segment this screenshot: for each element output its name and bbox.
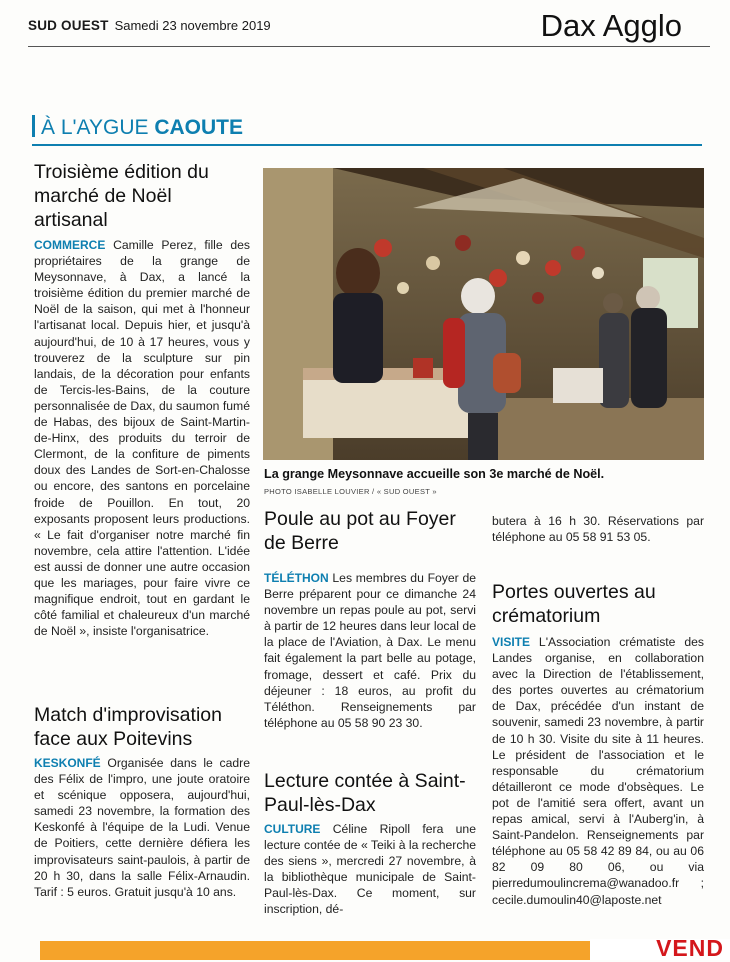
article-title: Lecture contée à Saint-Paul-lès-Dax	[264, 770, 466, 816]
ad-right-panel	[590, 935, 730, 961]
section-header	[32, 115, 243, 140]
photo-credit: PHOTO ISABELLE LOUVIER / « SUD OUEST »	[264, 487, 437, 496]
photo-caption: La grange Meysonnave accueille son 3e marché de Noël.	[264, 467, 605, 481]
article-match-impro	[34, 703, 250, 900]
article-text: Les membres du Foyer de Berre préparent pour ce dimanche 24 novembre un repas poule au pot, servi à partir de 12 heures dans leur local de la place de l'Aviation, à Dax. Le menu fait également la part belle au potage, fromage, dessert et café. Prix du déjeuner : 18 euros, au profit du Téléthon. Renseignements par téléphone au 05 58 90 23 30.	[264, 571, 476, 730]
article-continuation: butera à 16 h 30. Réservations par téléphone au 05 58 91 53 05.	[492, 514, 704, 545]
article-portes-ouvertes	[492, 580, 704, 908]
article-body	[264, 570, 476, 731]
article-poule-au-pot	[264, 507, 476, 731]
article-kicker: CULTURE	[264, 822, 321, 836]
article-body	[34, 755, 250, 900]
article-title: Portes ouvertes au crématorium	[492, 581, 656, 627]
section-light: À L'AYGUE	[41, 116, 155, 139]
article-text: Céline Ripoll fera une lecture contée de « Teiki à la recherche des siens », mercredi 27 novembre, à la bibliothèque municipale de Saint-Paul-lès-Dax. Ce moment, sur inscription, dé-	[264, 822, 476, 917]
article-text: Organisée dans le cadre des Félix de l'impro, une joute oratoire et scénique opposera, aujourd'hui, samedi 23 novembre, la formation des Keskonfé à l'équipe de la Ludi. Venue de Poitiers, cette dernière défiera les improvisateurs saint-paulois, à partir de 20 h 30, dans la salle Félix-Arnaudin. Tarif : 5 euros. Gratuit jusqu'à 10 ans.	[34, 756, 250, 899]
article-text: L'Association crématiste des Landes organise, en collaboration avec la Direction de l'établissement, des portes ouvertes au crématorium de Dax, précédée d'un instant de souvenir, samedi 23 novembre, à partir de 10 h 30. Visite du site à 11 heures. Le président de l'association et le responsable du crématorium détailleront ce mode d'obsèques. Le pot de l'amitié sera offert, avant un repas amical, servi à l'Auberg'in, à Saint-Pandelon. Renseignements par téléphone au 05 58 42 89 84, ou au 06 82 09 80 06, ou via pierredumoulincrema@wanadoo.fr ; cecile.dumoulin40@laposte.net	[492, 635, 704, 907]
article-kicker: VISITE	[492, 635, 531, 649]
article-marche-noel	[34, 160, 250, 639]
article-body	[492, 634, 704, 908]
ad-right-text: VEND	[656, 935, 724, 961]
article-kicker: KESKONFÉ	[34, 756, 101, 770]
edition-title: Dax Agglo	[540, 8, 682, 43]
section-bar	[32, 115, 35, 137]
ad-banner[interactable]	[40, 935, 730, 961]
article-title: Match d'improvisation face aux Poitevins	[34, 704, 222, 750]
issue-date: Samedi 23 novembre 2019	[114, 18, 271, 33]
article-lecture-contee	[264, 769, 476, 918]
masthead-rule	[28, 46, 710, 47]
article-kicker: TÉLÉTHON	[264, 571, 329, 585]
article-body	[34, 237, 250, 639]
section-bold: CAOUTE	[154, 116, 243, 139]
article-title: Troisième édition du marché de Noël artisanal	[34, 161, 209, 231]
article-kicker: COMMERCE	[34, 238, 106, 252]
article-title: Poule au pot au Foyer de Berre	[264, 508, 456, 554]
market-photo-image	[263, 168, 704, 460]
market-photo	[263, 168, 704, 460]
article-text: Camille Perez, fille des propriétaires de la grange de Meysonnave, à Dax, a lancé la troisième édition du premier marché de Noël de la saison, qui met à l'honneur l'artisanat local. Depuis hier, et jusqu'à aujourd'hui, de 10 à 17 heures, vous y trouverez de la sculpture sur pin landais, de la décoration pour enfants de Tercis-les-Bains, de la couture personnalisée de Dax, du saumon fumé de Habas, des bijoux de Saint-Martin-de-Hinx, des produits du terroir de Clermont, de la confiture de piments doux des Landes de Sort-en-Chalosse ou encore, des santons en porcelaine froide de Pouillon. En tout, 20 exposants proposent leurs productions. « Le fait d'organiser notre marché fin novembre, cela attire l'attention. L'idée est aussi de donner une autre occasion que les mariages, pour faire vivre ce magnifique endroit, tout en gardant le côté familial et chaleureux d'un marché de Noël », insiste l'organisatrice.	[34, 238, 250, 639]
masthead	[28, 18, 271, 33]
newspaper-brand: SUD OUEST	[28, 18, 109, 33]
section-rule	[32, 144, 702, 146]
article-body	[264, 821, 476, 918]
